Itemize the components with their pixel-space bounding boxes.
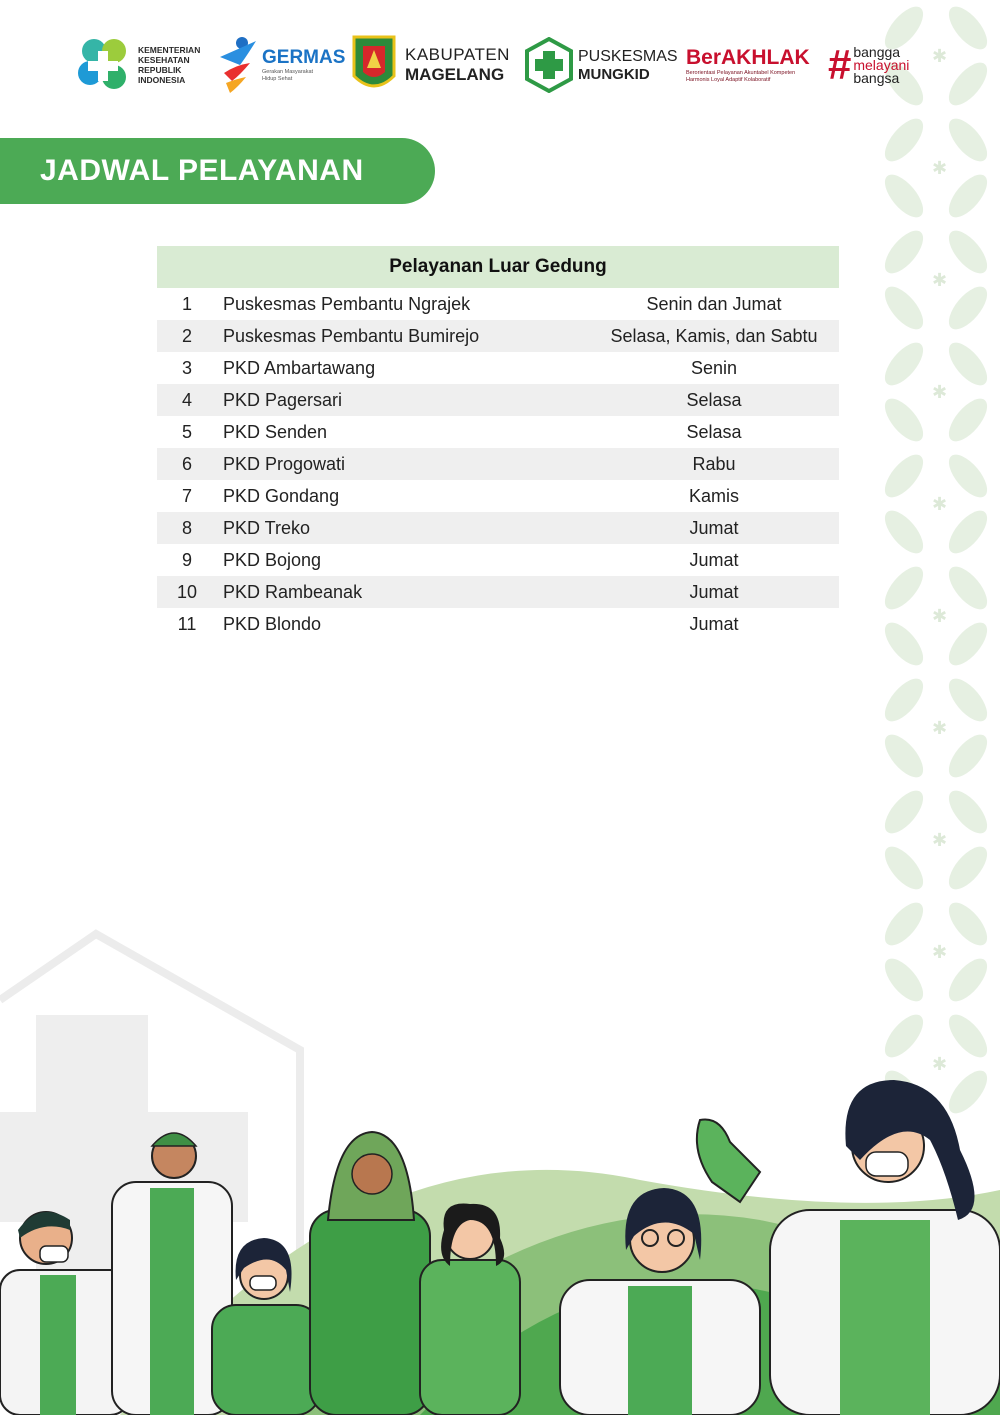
svg-text:✱: ✱ [932,46,948,67]
germas-label: GERMAS [262,47,346,68]
table-row [157,448,839,480]
page-title: JADWAL PELAYANAN [40,154,364,187]
logo-bar [0,30,940,110]
location-name: Puskesmas Pembantu Ngrajek [223,293,471,314]
service-day: Jumat [689,549,739,570]
table-row [157,608,839,640]
table-row [157,576,839,608]
berakhlak-logo [686,30,810,100]
service-day: Rabu [692,453,736,474]
table-body [157,288,839,640]
table-row [157,288,839,320]
service-day: Jumat [689,581,739,602]
germas-sub-2: Hidup Sehat [262,76,293,82]
berakhlak-sub-2: Harmonis Loyal Adaptif Kolaboratif [686,77,771,83]
bangga-line-3: bangsa [853,69,900,86]
service-day: Senin dan Jumat [646,293,782,314]
germas-figure-icon [216,35,260,95]
service-day: Jumat [689,517,739,538]
puskesmas-logo [524,30,678,100]
row-number: 11 [177,613,197,634]
row-number: 1 [181,293,192,314]
kemenkes-line-3: REPUBLIK [138,65,182,75]
kemenkes-line-2: KESEHATAN [138,55,190,65]
table-row [157,320,839,352]
location-name: PKD Ambartawang [223,357,376,378]
row-number: 10 [176,581,198,602]
kabupaten-logo [351,30,510,100]
title-banner [0,138,435,204]
location-name: Puskesmas Pembantu Bumirejo [223,325,480,346]
puskesmas-top: PUSKESMAS [578,47,678,65]
germas-text [262,47,345,83]
germas-logo [216,30,345,100]
bangga-line-1: bangga [853,43,901,60]
puskesmas-text [578,48,678,83]
health-workers-illustration [0,920,1000,1415]
location-name: PKD Blondo [223,613,322,634]
service-day: Senin [690,357,738,378]
bangga-line-2: melayani [853,56,910,73]
kemenkes-emblem-icon [76,37,132,93]
kabupaten-top: KABUPATEN [405,45,510,64]
kemenkes-line-4: INDONESIA [138,75,186,85]
service-day: Kamis [688,485,739,506]
table-row [157,544,839,576]
germas-sub-1: Gerakan Masyarakat [262,69,314,75]
bangga-melayani-logo [828,30,909,100]
row-number: 4 [181,389,192,410]
location-name: PKD Pagersari [223,389,343,410]
location-name: PKD Senden [223,421,328,442]
kabupaten-text [405,45,510,85]
magelang-shield-icon [351,34,397,96]
row-number: 2 [181,325,192,346]
location-name: PKD Rambeanak [223,581,363,602]
kemenkes-text [138,45,200,85]
service-day: Selasa [686,421,742,442]
table-header: Pelayanan Luar Gedung [157,246,839,288]
table-row [157,512,839,544]
schedule-table [157,246,839,640]
berakhlak-label: BerAKHLAK [686,46,810,69]
row-number: 3 [181,357,192,378]
row-number: 9 [181,549,192,570]
service-day: Selasa [686,389,742,410]
puskesmas-bottom: MUNGKID [578,65,650,83]
table-row [157,384,839,416]
row-number: 8 [181,517,192,538]
row-number: 7 [181,485,192,506]
bangga-text [853,43,910,86]
location-name: PKD Progowati [223,453,346,474]
hijab-figure [310,1132,430,1415]
berakhlak-sub-1: Berorientasi Pelayanan Akuntabel Kompeten [686,70,796,76]
table-row [157,352,839,384]
table-row [157,416,839,448]
table-row [157,480,839,512]
service-day: Jumat [689,613,739,634]
location-name: PKD Gondang [223,485,340,506]
location-name: PKD Bojong [223,549,322,570]
kabupaten-bottom: MAGELANG [405,65,505,84]
service-day: Selasa, Kamis, dan Sabtu [610,325,818,346]
row-number: 6 [181,453,192,474]
kemenkes-line-1: KEMENTERIAN [138,45,201,55]
puskesmas-hexagon-icon [524,37,574,93]
kemenkes-logo [76,30,200,100]
row-number: 5 [181,421,192,442]
location-name: PKD Treko [223,517,311,538]
hashtag-icon: # [828,41,852,88]
